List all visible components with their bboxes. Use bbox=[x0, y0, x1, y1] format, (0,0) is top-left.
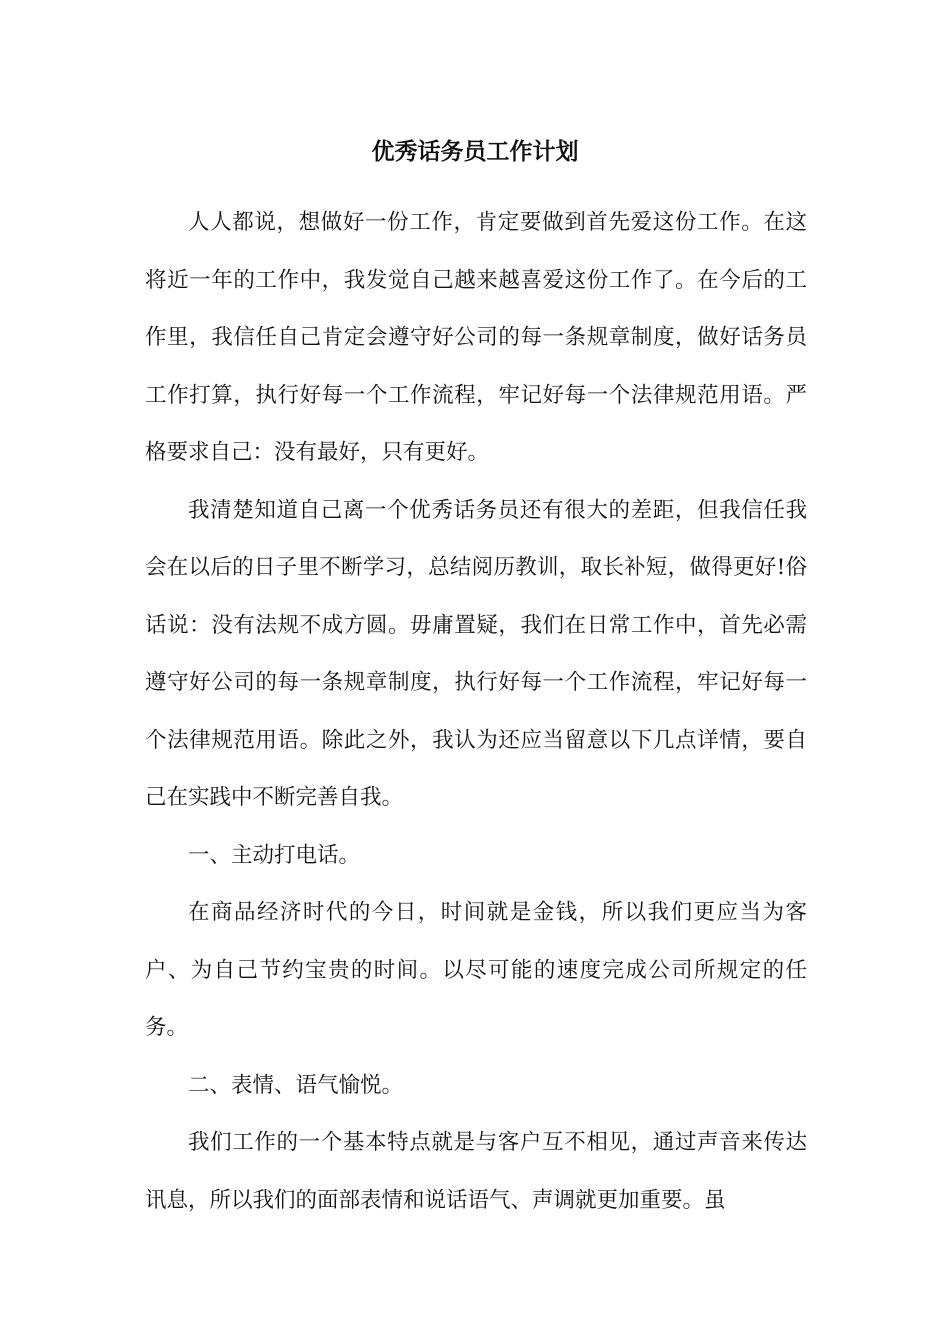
section-heading-2: 二、表情、语气愉悦。 bbox=[188, 1072, 404, 1098]
paragraph-gap: 我清楚知道自己离一个优秀话务员还有很大的差距，但我信任我会在以后的日子里不断学习，总结阅历教训，取长补短，做得更好!俗话说：没有法规不成方圆。毋庸置疑，我们在日常工作中，首先必需遵守好公司的每一条规章制度，执行好每一个工作流程，牢记好每一个法律规范用语。除此之外，我认为还应当留意以下几点详情，要自己在实践中不断完善自我。 bbox=[145, 497, 807, 810]
document-title: 优秀话务员工作计划 bbox=[371, 138, 579, 165]
paragraph-intro: 人人都说，想做好一份工作，肯定要做到首先爱这份工作。在这将近一年的工作中，我发觉自己越来越喜爱这份工作了。在今后的工作里，我信任自己肯定会遵守好公司的每一条规章制度，做好话务员工作打算，执行好每一个工作流程，牢记好每一个法律规范用语。严格要求自己：没有最好，只有更好。 bbox=[145, 210, 807, 465]
section-heading-1: 一、主动打电话。 bbox=[188, 842, 361, 868]
paragraph-section-2: 我们工作的一个基本特点就是与客户互不相见，通过声音来传达讯息，所以我们的面部表情和说话语气、声调就更加重要。虽 bbox=[145, 1130, 807, 1213]
document-body bbox=[145, 194, 807, 1229]
paragraph-section-1: 在商品经济时代的今日，时间就是金钱，所以我们更应当为客户、为自己节约宝贵的时间。以尽可能的速度完成公司所规定的任务。 bbox=[145, 900, 807, 1040]
